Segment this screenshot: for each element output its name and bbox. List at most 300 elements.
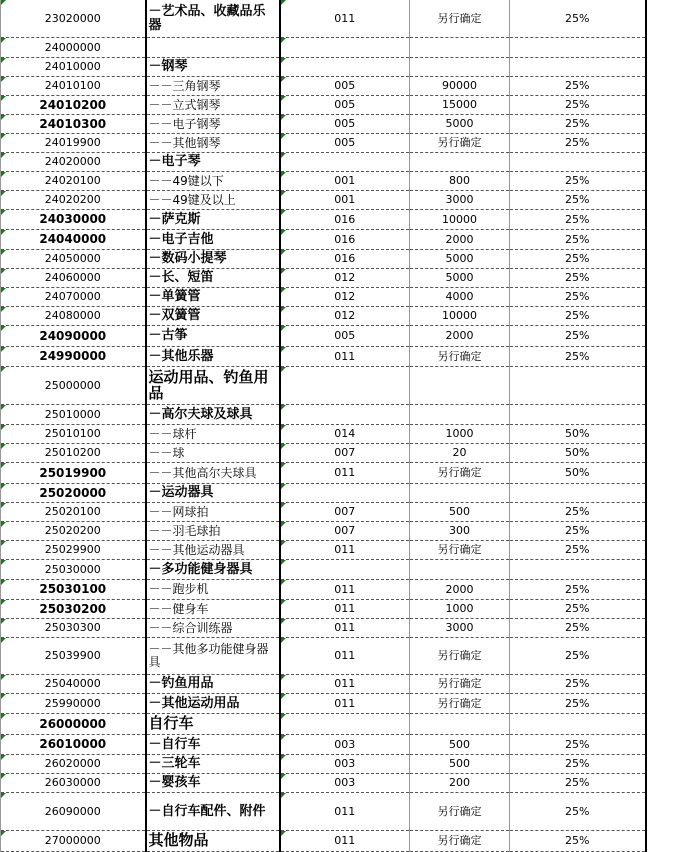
price-cell[interactable] <box>410 619 510 638</box>
item-description-cell[interactable] <box>146 134 280 153</box>
price-cell[interactable] <box>410 675 510 694</box>
unit-code-cell[interactable] <box>280 288 410 307</box>
tax-rate-cell[interactable] <box>510 638 646 675</box>
unit-code-text: 005 <box>334 136 356 150</box>
unit-code-cell[interactable] <box>280 675 410 694</box>
item-description-cell[interactable] <box>146 463 280 484</box>
tax-rate-cell[interactable] <box>510 250 646 269</box>
item-description-cell[interactable] <box>146 619 280 638</box>
item-code-cell[interactable] <box>1 444 146 463</box>
tax-rate-cell[interactable] <box>510 560 646 580</box>
item-code-cell[interactable] <box>1 694 146 714</box>
unit-code-text: 005 <box>334 98 356 112</box>
tax-rate-cell[interactable] <box>510 463 646 484</box>
item-description-cell[interactable] <box>146 714 280 735</box>
price-cell[interactable] <box>410 560 510 580</box>
tax-rate-cell[interactable] <box>510 735 646 755</box>
price-cell[interactable] <box>410 134 510 153</box>
item-description-text: －其他运动用品 <box>148 695 240 711</box>
price-cell[interactable] <box>410 600 510 619</box>
item-code-text: 25029900 <box>44 543 101 557</box>
item-description-cell[interactable] <box>146 484 280 503</box>
error-indicator-icon <box>1 191 6 196</box>
price-text: 2000 <box>445 582 474 596</box>
unit-code-cell[interactable] <box>280 580 410 600</box>
item-description-cell[interactable] <box>146 793 280 831</box>
error-indicator-icon <box>281 774 286 779</box>
price-text: 200 <box>449 776 470 790</box>
tax-rate-cell[interactable] <box>510 425 646 444</box>
price-cell[interactable] <box>410 191 510 210</box>
error-indicator-icon <box>281 600 286 605</box>
unit-code-cell[interactable] <box>280 600 410 619</box>
item-code-cell[interactable] <box>1 484 146 503</box>
tax-rate-cell[interactable] <box>510 675 646 694</box>
item-code-cell[interactable] <box>1 172 146 191</box>
item-description-cell[interactable] <box>146 405 280 425</box>
price-text: 3000 <box>445 621 474 635</box>
error-indicator-icon <box>281 425 286 430</box>
unit-code-cell[interactable] <box>280 38 410 58</box>
item-description-cell[interactable] <box>146 172 280 191</box>
item-code-cell[interactable] <box>1 463 146 484</box>
unit-code-cell[interactable] <box>280 58 410 77</box>
error-indicator-icon <box>1 463 6 468</box>
table-row <box>1 484 646 503</box>
tax-rate-cell[interactable] <box>510 210 646 230</box>
tax-rate-cell[interactable] <box>510 755 646 774</box>
item-code-text: 24010200 <box>39 97 107 112</box>
tax-rate-text: 25% <box>565 505 590 519</box>
item-code-cell[interactable] <box>1 774 146 793</box>
unit-code-cell[interactable] <box>280 153 410 172</box>
unit-code-cell[interactable] <box>280 735 410 755</box>
tax-rate-cell[interactable] <box>510 793 646 831</box>
unit-code-cell[interactable] <box>280 326 410 347</box>
item-code-cell[interactable] <box>1 675 146 694</box>
item-code-text: 24050000 <box>44 252 101 266</box>
item-code-text: 25990000 <box>44 696 101 710</box>
price-cell[interactable] <box>410 96 510 115</box>
tax-rate-cell[interactable] <box>510 153 646 172</box>
error-indicator-icon <box>1 96 6 101</box>
unit-code-text: 007 <box>334 505 356 519</box>
error-indicator-icon <box>281 503 286 508</box>
item-code-text: 25019900 <box>39 465 107 480</box>
error-indicator-icon <box>281 134 286 139</box>
item-code-cell[interactable] <box>1 96 146 115</box>
price-cell[interactable] <box>410 307 510 326</box>
price-cell[interactable] <box>410 425 510 444</box>
item-description-cell[interactable] <box>146 115 280 134</box>
unit-code-text: 011 <box>334 804 356 818</box>
item-description-cell[interactable] <box>146 288 280 307</box>
item-description-cell[interactable] <box>146 191 280 210</box>
item-description-cell[interactable] <box>146 425 280 444</box>
item-code-text: 26090000 <box>44 804 101 818</box>
item-code-text: 25030000 <box>44 562 101 576</box>
tax-rate-cell[interactable] <box>510 115 646 134</box>
tax-rate-text: 25% <box>565 776 590 790</box>
unit-code-cell[interactable] <box>280 522 410 541</box>
item-description-cell[interactable] <box>146 0 280 38</box>
price-cell[interactable] <box>410 541 510 560</box>
error-indicator-icon <box>281 793 286 798</box>
item-code-cell[interactable] <box>1 288 146 307</box>
unit-code-text: 016 <box>334 212 356 226</box>
unit-code-cell[interactable] <box>280 774 410 793</box>
price-cell[interactable] <box>410 250 510 269</box>
tax-rate-text: 25% <box>565 174 590 188</box>
item-code-cell[interactable] <box>1 269 146 288</box>
price-cell[interactable] <box>410 77 510 96</box>
item-description-text: －电子琴 <box>148 154 201 170</box>
unit-code-text: 007 <box>334 524 356 538</box>
item-code-cell[interactable] <box>1 638 146 675</box>
price-cell[interactable] <box>410 38 510 58</box>
item-description-cell[interactable] <box>146 153 280 172</box>
tax-rate-cell[interactable] <box>510 503 646 522</box>
unit-code-cell[interactable] <box>280 347 410 367</box>
item-code-cell[interactable] <box>1 560 146 580</box>
item-description-text: －婴孩车 <box>148 775 201 791</box>
item-code-text: 24020000 <box>44 155 101 169</box>
table-row <box>1 269 646 288</box>
item-code-cell[interactable] <box>1 619 146 638</box>
item-code-cell[interactable] <box>1 153 146 172</box>
unit-code-cell[interactable] <box>280 0 410 38</box>
price-cell[interactable] <box>410 484 510 503</box>
item-code-cell[interactable] <box>1 307 146 326</box>
error-indicator-icon <box>1 405 6 410</box>
unit-code-cell[interactable] <box>280 831 410 852</box>
tax-rate-cell[interactable] <box>510 77 646 96</box>
item-description-text: －－健身车 <box>148 601 209 616</box>
tax-rate-cell[interactable] <box>510 831 646 852</box>
item-description-cell[interactable] <box>146 210 280 230</box>
item-description-cell[interactable] <box>146 96 280 115</box>
item-description-text: －－49键以下 <box>148 173 224 188</box>
tax-rate-cell[interactable] <box>510 58 646 77</box>
item-code-cell[interactable] <box>1 230 146 250</box>
unit-code-cell[interactable] <box>280 484 410 503</box>
unit-code-cell[interactable] <box>280 307 410 326</box>
tax-rate-cell[interactable] <box>510 619 646 638</box>
price-cell[interactable] <box>410 580 510 600</box>
item-code-cell[interactable] <box>1 134 146 153</box>
item-code-cell[interactable] <box>1 541 146 560</box>
item-code-text: 27000000 <box>44 834 101 848</box>
item-description-cell[interactable] <box>146 269 280 288</box>
price-text: 3000 <box>445 193 474 207</box>
price-cell[interactable] <box>410 503 510 522</box>
unit-code-text: 011 <box>334 582 356 596</box>
price-text: 另行确定 <box>437 11 482 25</box>
item-code-cell[interactable] <box>1 793 146 831</box>
table-row <box>1 172 646 191</box>
price-cell[interactable] <box>410 347 510 367</box>
price-cell[interactable] <box>410 694 510 714</box>
tax-rate-cell[interactable] <box>510 96 646 115</box>
tax-rate-text: 25% <box>565 79 590 93</box>
table-row <box>1 735 646 755</box>
unit-code-text: 001 <box>334 193 356 207</box>
item-description-cell[interactable] <box>146 755 280 774</box>
item-code-cell[interactable] <box>1 58 146 77</box>
price-cell[interactable] <box>410 115 510 134</box>
error-indicator-icon <box>281 638 286 643</box>
unit-code-cell[interactable] <box>280 250 410 269</box>
item-code-cell[interactable] <box>1 191 146 210</box>
item-description-cell[interactable] <box>146 600 280 619</box>
price-cell[interactable] <box>410 774 510 793</box>
error-indicator-icon <box>281 210 286 215</box>
unit-code-text: 011 <box>334 649 356 663</box>
unit-code-text: 001 <box>334 174 356 188</box>
unit-code-cell[interactable] <box>280 367 410 405</box>
price-cell[interactable] <box>410 405 510 425</box>
tax-rate-cell[interactable] <box>510 694 646 714</box>
price-cell[interactable] <box>410 269 510 288</box>
tax-rate-text: 25% <box>565 524 590 538</box>
item-code-cell[interactable] <box>1 425 146 444</box>
item-code-cell[interactable] <box>1 77 146 96</box>
price-cell[interactable] <box>410 58 510 77</box>
unit-code-cell[interactable] <box>280 134 410 153</box>
tax-rate-cell[interactable] <box>510 484 646 503</box>
tax-rate-text: 50% <box>565 446 590 460</box>
unit-code-cell[interactable] <box>280 77 410 96</box>
unit-code-cell[interactable] <box>280 638 410 675</box>
error-indicator-icon <box>281 580 286 585</box>
item-description-text: －－跑步机 <box>148 582 209 597</box>
table-row <box>1 58 646 77</box>
unit-code-cell[interactable] <box>280 444 410 463</box>
unit-code-cell[interactable] <box>280 269 410 288</box>
item-description-cell[interactable] <box>146 694 280 714</box>
price-text: 800 <box>449 174 470 188</box>
unit-code-text: 011 <box>334 349 356 363</box>
table-row <box>1 153 646 172</box>
item-code-cell[interactable] <box>1 405 146 425</box>
tax-rate-cell[interactable] <box>510 307 646 326</box>
price-cell[interactable] <box>410 172 510 191</box>
item-code-cell[interactable] <box>1 250 146 269</box>
price-cell[interactable] <box>410 153 510 172</box>
item-description-text: －－其他高尔夫球具 <box>148 465 257 480</box>
item-description-cell[interactable] <box>146 307 280 326</box>
item-code-cell[interactable] <box>1 115 146 134</box>
item-description-cell[interactable] <box>146 230 280 250</box>
tax-rate-text: 25% <box>565 804 590 818</box>
item-description-cell[interactable] <box>146 250 280 269</box>
tax-rate-cell[interactable] <box>510 347 646 367</box>
price-cell[interactable] <box>410 638 510 675</box>
unit-code-cell[interactable] <box>280 115 410 134</box>
unit-code-text: 011 <box>334 621 356 635</box>
price-cell[interactable] <box>410 288 510 307</box>
tax-rate-cell[interactable] <box>510 444 646 463</box>
price-cell[interactable] <box>410 522 510 541</box>
item-code-text: 26030000 <box>44 776 101 790</box>
table-row <box>1 230 646 250</box>
item-description-text: －－其他多功能健身器具 <box>148 642 269 669</box>
item-code-text: 25020100 <box>44 505 101 519</box>
table-row <box>1 134 646 153</box>
unit-code-text: 016 <box>334 232 356 246</box>
error-indicator-icon <box>1 793 6 798</box>
item-code-cell[interactable] <box>1 326 146 347</box>
error-indicator-icon <box>281 522 286 527</box>
tax-rate-text: 25% <box>565 271 590 285</box>
item-description-cell[interactable] <box>146 38 280 58</box>
price-cell[interactable] <box>410 444 510 463</box>
unit-code-cell[interactable] <box>280 714 410 735</box>
unit-code-cell[interactable] <box>280 541 410 560</box>
item-code-cell[interactable] <box>1 38 146 58</box>
unit-code-cell[interactable] <box>280 755 410 774</box>
item-code-cell[interactable] <box>1 580 146 600</box>
tax-rate-cell[interactable] <box>510 269 646 288</box>
unit-code-cell[interactable] <box>280 210 410 230</box>
tax-rate-cell[interactable] <box>510 405 646 425</box>
item-code-cell[interactable] <box>1 0 146 38</box>
item-code-text: 24010100 <box>44 79 101 93</box>
item-description-cell[interactable] <box>146 444 280 463</box>
unit-code-cell[interactable] <box>280 230 410 250</box>
item-description-cell[interactable] <box>146 541 280 560</box>
tax-rate-text: 25% <box>565 677 590 691</box>
error-indicator-icon <box>281 0 286 5</box>
item-description-cell[interactable] <box>146 560 280 580</box>
item-description-text: －－三角钢琴 <box>148 78 221 93</box>
error-indicator-icon <box>281 560 286 565</box>
unit-code-cell[interactable] <box>280 560 410 580</box>
error-indicator-icon <box>281 77 286 82</box>
price-text: 1000 <box>445 602 474 616</box>
unit-code-cell[interactable] <box>280 172 410 191</box>
item-description-cell[interactable] <box>146 774 280 793</box>
price-cell[interactable] <box>410 326 510 347</box>
item-code-cell[interactable] <box>1 210 146 230</box>
item-code-cell[interactable] <box>1 714 146 735</box>
tax-rate-cell[interactable] <box>510 580 646 600</box>
tax-rate-cell[interactable] <box>510 134 646 153</box>
unit-code-cell[interactable] <box>280 793 410 831</box>
item-description-cell[interactable] <box>146 675 280 694</box>
tax-rate-cell[interactable] <box>510 600 646 619</box>
tax-rate-cell[interactable] <box>510 326 646 347</box>
item-code-cell[interactable] <box>1 735 146 755</box>
error-indicator-icon <box>1 250 6 255</box>
item-description-cell[interactable] <box>146 831 280 852</box>
unit-code-cell[interactable] <box>280 405 410 425</box>
item-description-cell[interactable] <box>146 503 280 522</box>
price-cell[interactable] <box>410 463 510 484</box>
unit-code-text: 014 <box>334 427 356 441</box>
price-cell[interactable] <box>410 367 510 405</box>
price-cell[interactable] <box>410 714 510 735</box>
item-code-cell[interactable] <box>1 831 146 852</box>
item-description-cell[interactable] <box>146 638 280 675</box>
tax-rate-text: 25% <box>565 696 590 710</box>
tax-rate-cell[interactable] <box>510 774 646 793</box>
tax-rate-cell[interactable] <box>510 367 646 405</box>
tax-rate-cell[interactable] <box>510 172 646 191</box>
price-text: 5000 <box>445 252 474 266</box>
price-cell[interactable] <box>410 793 510 831</box>
tax-rate-text: 25% <box>565 212 590 226</box>
item-code-cell[interactable] <box>1 755 146 774</box>
tax-rate-cell[interactable] <box>510 541 646 560</box>
tax-rate-cell[interactable] <box>510 714 646 735</box>
item-description-text: －－羽毛球拍 <box>148 523 221 538</box>
price-cell[interactable] <box>410 0 510 38</box>
unit-code-cell[interactable] <box>280 503 410 522</box>
price-cell[interactable] <box>410 831 510 852</box>
tax-rate-cell[interactable] <box>510 0 646 38</box>
tax-rate-cell[interactable] <box>510 288 646 307</box>
tax-rate-cell[interactable] <box>510 230 646 250</box>
item-description-cell[interactable] <box>146 326 280 347</box>
unit-code-cell[interactable] <box>280 463 410 484</box>
price-cell[interactable] <box>410 735 510 755</box>
item-code-cell[interactable] <box>1 367 146 405</box>
unit-code-cell[interactable] <box>280 96 410 115</box>
unit-code-cell[interactable] <box>280 191 410 210</box>
tax-rate-text: 25% <box>565 349 590 363</box>
item-description-text: 运动用品、钓鱼用品 <box>148 367 269 402</box>
unit-code-cell[interactable] <box>280 694 410 714</box>
item-description-cell[interactable] <box>146 522 280 541</box>
item-code-text: 26000000 <box>39 716 107 731</box>
price-cell[interactable] <box>410 210 510 230</box>
item-description-cell[interactable] <box>146 347 280 367</box>
item-description-cell[interactable] <box>146 735 280 755</box>
item-code-cell[interactable] <box>1 347 146 367</box>
tax-rate-cell[interactable] <box>510 522 646 541</box>
table-row <box>1 755 646 774</box>
error-indicator-icon <box>1 347 6 352</box>
item-code-cell[interactable] <box>1 522 146 541</box>
price-cell[interactable] <box>410 230 510 250</box>
item-description-cell[interactable] <box>146 367 280 405</box>
item-description-cell[interactable] <box>146 77 280 96</box>
item-code-cell[interactable] <box>1 503 146 522</box>
item-description-cell[interactable] <box>146 58 280 77</box>
item-code-cell[interactable] <box>1 600 146 619</box>
item-description-cell[interactable] <box>146 580 280 600</box>
unit-code-text: 007 <box>334 446 356 460</box>
table-row <box>1 425 646 444</box>
unit-code-cell[interactable] <box>280 425 410 444</box>
error-indicator-icon <box>281 288 286 293</box>
item-description-text: －自行车配件、附件 <box>148 803 266 819</box>
item-description-text: －－立式钢琴 <box>148 97 221 112</box>
item-code-text: 24020100 <box>44 174 101 188</box>
tax-rate-cell[interactable] <box>510 38 646 58</box>
unit-code-text: 016 <box>334 252 356 266</box>
price-cell[interactable] <box>410 755 510 774</box>
unit-code-cell[interactable] <box>280 619 410 638</box>
table-row <box>1 541 646 560</box>
tax-rate-cell[interactable] <box>510 191 646 210</box>
unit-code-text: 003 <box>334 776 356 790</box>
unit-code-text: 011 <box>334 11 356 25</box>
error-indicator-icon <box>281 675 286 680</box>
error-indicator-icon <box>281 307 286 312</box>
error-indicator-icon <box>1 269 6 274</box>
